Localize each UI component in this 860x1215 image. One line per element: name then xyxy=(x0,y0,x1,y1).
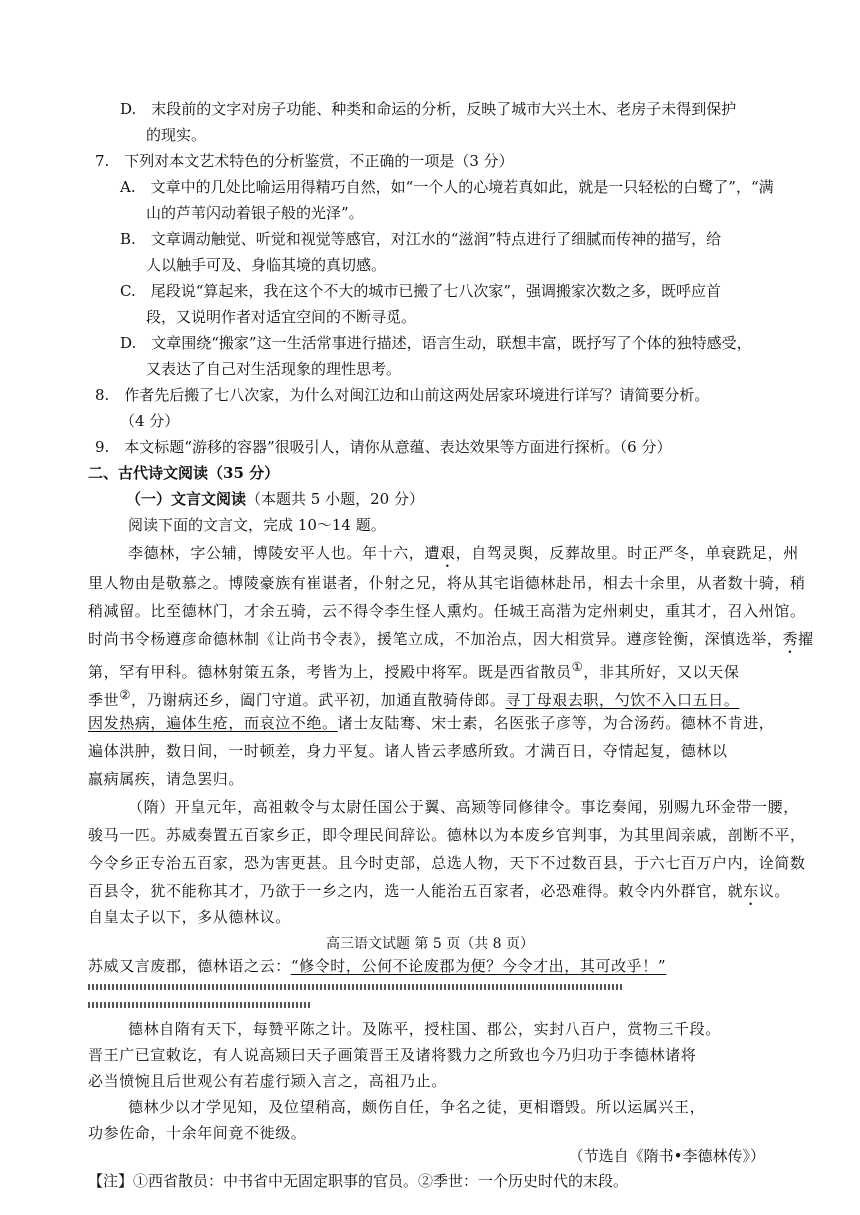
passage-text: 擢 xyxy=(798,630,814,648)
underlined-sentence: 因发热病，遍体生疮，而哀泣不绝。 xyxy=(88,714,338,732)
footnotes: 【注】①西省散员：中书省中无固定职事的官员。②季世：一个历史时代的末段。 xyxy=(88,1172,629,1190)
q7-option-d-line1: D. 文章围绕“搬家”这一生活常事进行描述，语言生动，联想丰富，既抒写了个体的独特感受， xyxy=(120,334,752,352)
passage-p2-line3: 今令乡正专治五百家，恐为害更甚。且今时吏部，总选人物，天下不过数百县，于六七百万户内，诠简数 xyxy=(88,854,806,872)
passage-text: ，乃谢病还乡，阖门守道。武平初，加通直散骑侍郎。 xyxy=(131,691,506,709)
q8-stem: 8. 作者先后搬了七八次家，为什么对闽江边和山前这两处居家环境进行详写？请简要分析。 xyxy=(95,386,710,404)
q7-option-a-line1: A. 文章中的几处比喻运用得精巧自然，如“一个人的心境若真如此，就是一只轻松的白鹭了”，“满 xyxy=(120,178,774,196)
passage-p1-line6 xyxy=(88,684,739,711)
passage-text: ，自驾灵舆，反葬故里。时正严冬，单衰跣足，州 xyxy=(455,544,799,562)
passage-p4-line3: 必当愤惋且后世观公有若虚行颎入言之，高祖乃止。 xyxy=(88,1072,447,1090)
passage-p1-line2: 里人物由是敬慕之。博陵豪族有崔谌者，仆射之兄，将从其宅诣德林赴吊，相去十余里，从者数十骑，稍 xyxy=(88,574,806,592)
instruction: 阅读下面的文言文，完成 10～14 题。 xyxy=(128,516,386,534)
footnote-marker: ② xyxy=(119,687,132,702)
passage-p4-line1: 德林自隋有天下，每赞平陈之计。及陈平，授柱国、郡公，实封八百户，赏物三千段。 xyxy=(128,1020,721,1038)
passage-p1-line4 xyxy=(88,628,814,657)
underlined-sentence: “修令时，公何不论废郡为便？今令才出，其可改乎！” xyxy=(290,957,667,975)
separator-rule xyxy=(88,1002,310,1008)
passage-p1-line8: 遍体洪肿，数日间，一时顿差，身力平复。诸人皆云孝感所致。才满百日，夺情起复，德林以 xyxy=(88,742,728,760)
passage-p1-line9: 羸病属疾，请急罢归。 xyxy=(88,770,245,788)
separator-rule xyxy=(88,984,623,990)
passage-text: ，非其所好，又以天保 xyxy=(583,663,740,681)
q7-option-a-line2: 山的芦苇闪动着银子般的光泽”。 xyxy=(146,204,364,222)
q7-option-b-line1: B. 文章调动触觉、听觉和视觉等感官，对江水的“滋润”特点进行了细腻而传神的描写，给 xyxy=(120,230,722,248)
passage-text: 百县令，犹不能称其才，乃欲于一乡之内，选一人能治五百家者，必恐难得。敕令内外群官，就 xyxy=(88,882,744,900)
underlined-sentence: 寻丁母艰去职，勺饮不入口五日。 xyxy=(505,691,740,709)
passage-p3-line1 xyxy=(88,955,666,977)
passage-p1-line7 xyxy=(88,712,774,734)
passage-text: 季世 xyxy=(88,691,120,709)
subsection-heading xyxy=(126,488,424,510)
passage-p5-line1: 德林少以才学见知，及位望稍高，颇伤自任，争名之徒，更相谮毁。所以运属兴王， xyxy=(128,1098,706,1116)
q7-stem: 7. 下列对本文艺术特色的分析鉴赏，不正确的一项是（3 分） xyxy=(95,152,514,170)
q7-option-c-line1: C. 尾段说“算起来，我在这个不大的城市已搬了七八次家”，强调搬家次数之多，既呼应首 xyxy=(120,282,722,300)
passage-text: 议。 xyxy=(758,882,791,900)
marked-char: 秀 xyxy=(782,630,799,648)
q7-option-d-line2: 又表达了自己对生活现象的理性思考。 xyxy=(146,360,402,378)
q8-score: （4 分） xyxy=(120,412,180,430)
passage-p2-line5: 自皇太子以下，多从德林议。 xyxy=(88,908,291,926)
passage-p1-line3: 稍减留。比至德林门，才余五骑，云不得令李生怪人熏灼。任城王高湝为定州刺史，重其才，召入州馆。 xyxy=(88,602,806,620)
section2-title: 二、古代诗文阅读（35 分） xyxy=(88,464,280,482)
footnote-marker: ① xyxy=(571,659,584,674)
q6-option-d-line1: D. 末段前的文字对房子功能、种类和命运的分析，反映了城市大兴土木、老房子未得到保护 xyxy=(120,100,737,118)
q7-option-b-line2: 人以触手可及、身临其境的真切感。 xyxy=(146,256,387,274)
subsection-note: （本题共 5 小题，20 分） xyxy=(246,490,424,508)
passage-text: 时尚书令杨遵彦命德林制《让尚书令表》，援笔立成，不加治点，因大相赏异。遵彦铨衡，深慎选举， xyxy=(88,630,783,648)
passage-source: （节选自《隋书•李德林传》） xyxy=(568,1147,765,1165)
q6-option-d-line2: 的现实。 xyxy=(146,126,207,144)
passage-text: 李德林，字公辅，博陵安平人也。年十六，遭 xyxy=(128,544,441,562)
passage-text: 第，罕有甲科。德林射策五条，考皆为上，授殿中将军。既是西省散员 xyxy=(88,663,572,681)
passage-p2-line2: 骏马一匹。苏威奏置五百家乡正，即令理民间辞讼。德林以为本废乡官判事，为其里闾亲戚，剖断不平， xyxy=(88,826,806,844)
page-footer: 高三语文试题 第 5 页（共 8 页） xyxy=(325,936,535,952)
passage-text: 苏威又言废郡，德林语之云： xyxy=(88,957,291,975)
passage-text: 诸士友陆骞、宋士素，名医张子彦等，为合汤药。德林不肯进， xyxy=(337,714,775,732)
q7-option-c-line2: 段，又说明作者对适宜空间的不断寻觅。 xyxy=(146,308,417,326)
passage-p2-line1: （隋）开皇元年，高祖敕令与太尉任国公于翼、高颎等同修律令。事讫奏闻，别赐九环金带一腰， xyxy=(128,798,799,816)
q9-stem: 9. 本文标题“游移的容器”很吸引人，请你从意蕴、表达效果等方面进行探析。（6 分） xyxy=(95,438,672,456)
marked-char: 艰 xyxy=(440,544,456,562)
passage-p1-line5 xyxy=(88,656,739,683)
subsection-title: （一）文言文阅读 xyxy=(126,490,247,508)
passage-p1-line1 xyxy=(128,542,799,571)
passage-p5-line2: 功参佐命，十余年间竟不徙级。 xyxy=(88,1124,307,1142)
passage-p4-line2: 晋王广已宣敕讫，有人说高颎曰天子画策晋王及诸将戮力之所致也今乃归功于李德林诸将 xyxy=(88,1046,697,1064)
marked-char: 东 xyxy=(743,882,759,900)
passage-p2-line4 xyxy=(88,880,790,909)
